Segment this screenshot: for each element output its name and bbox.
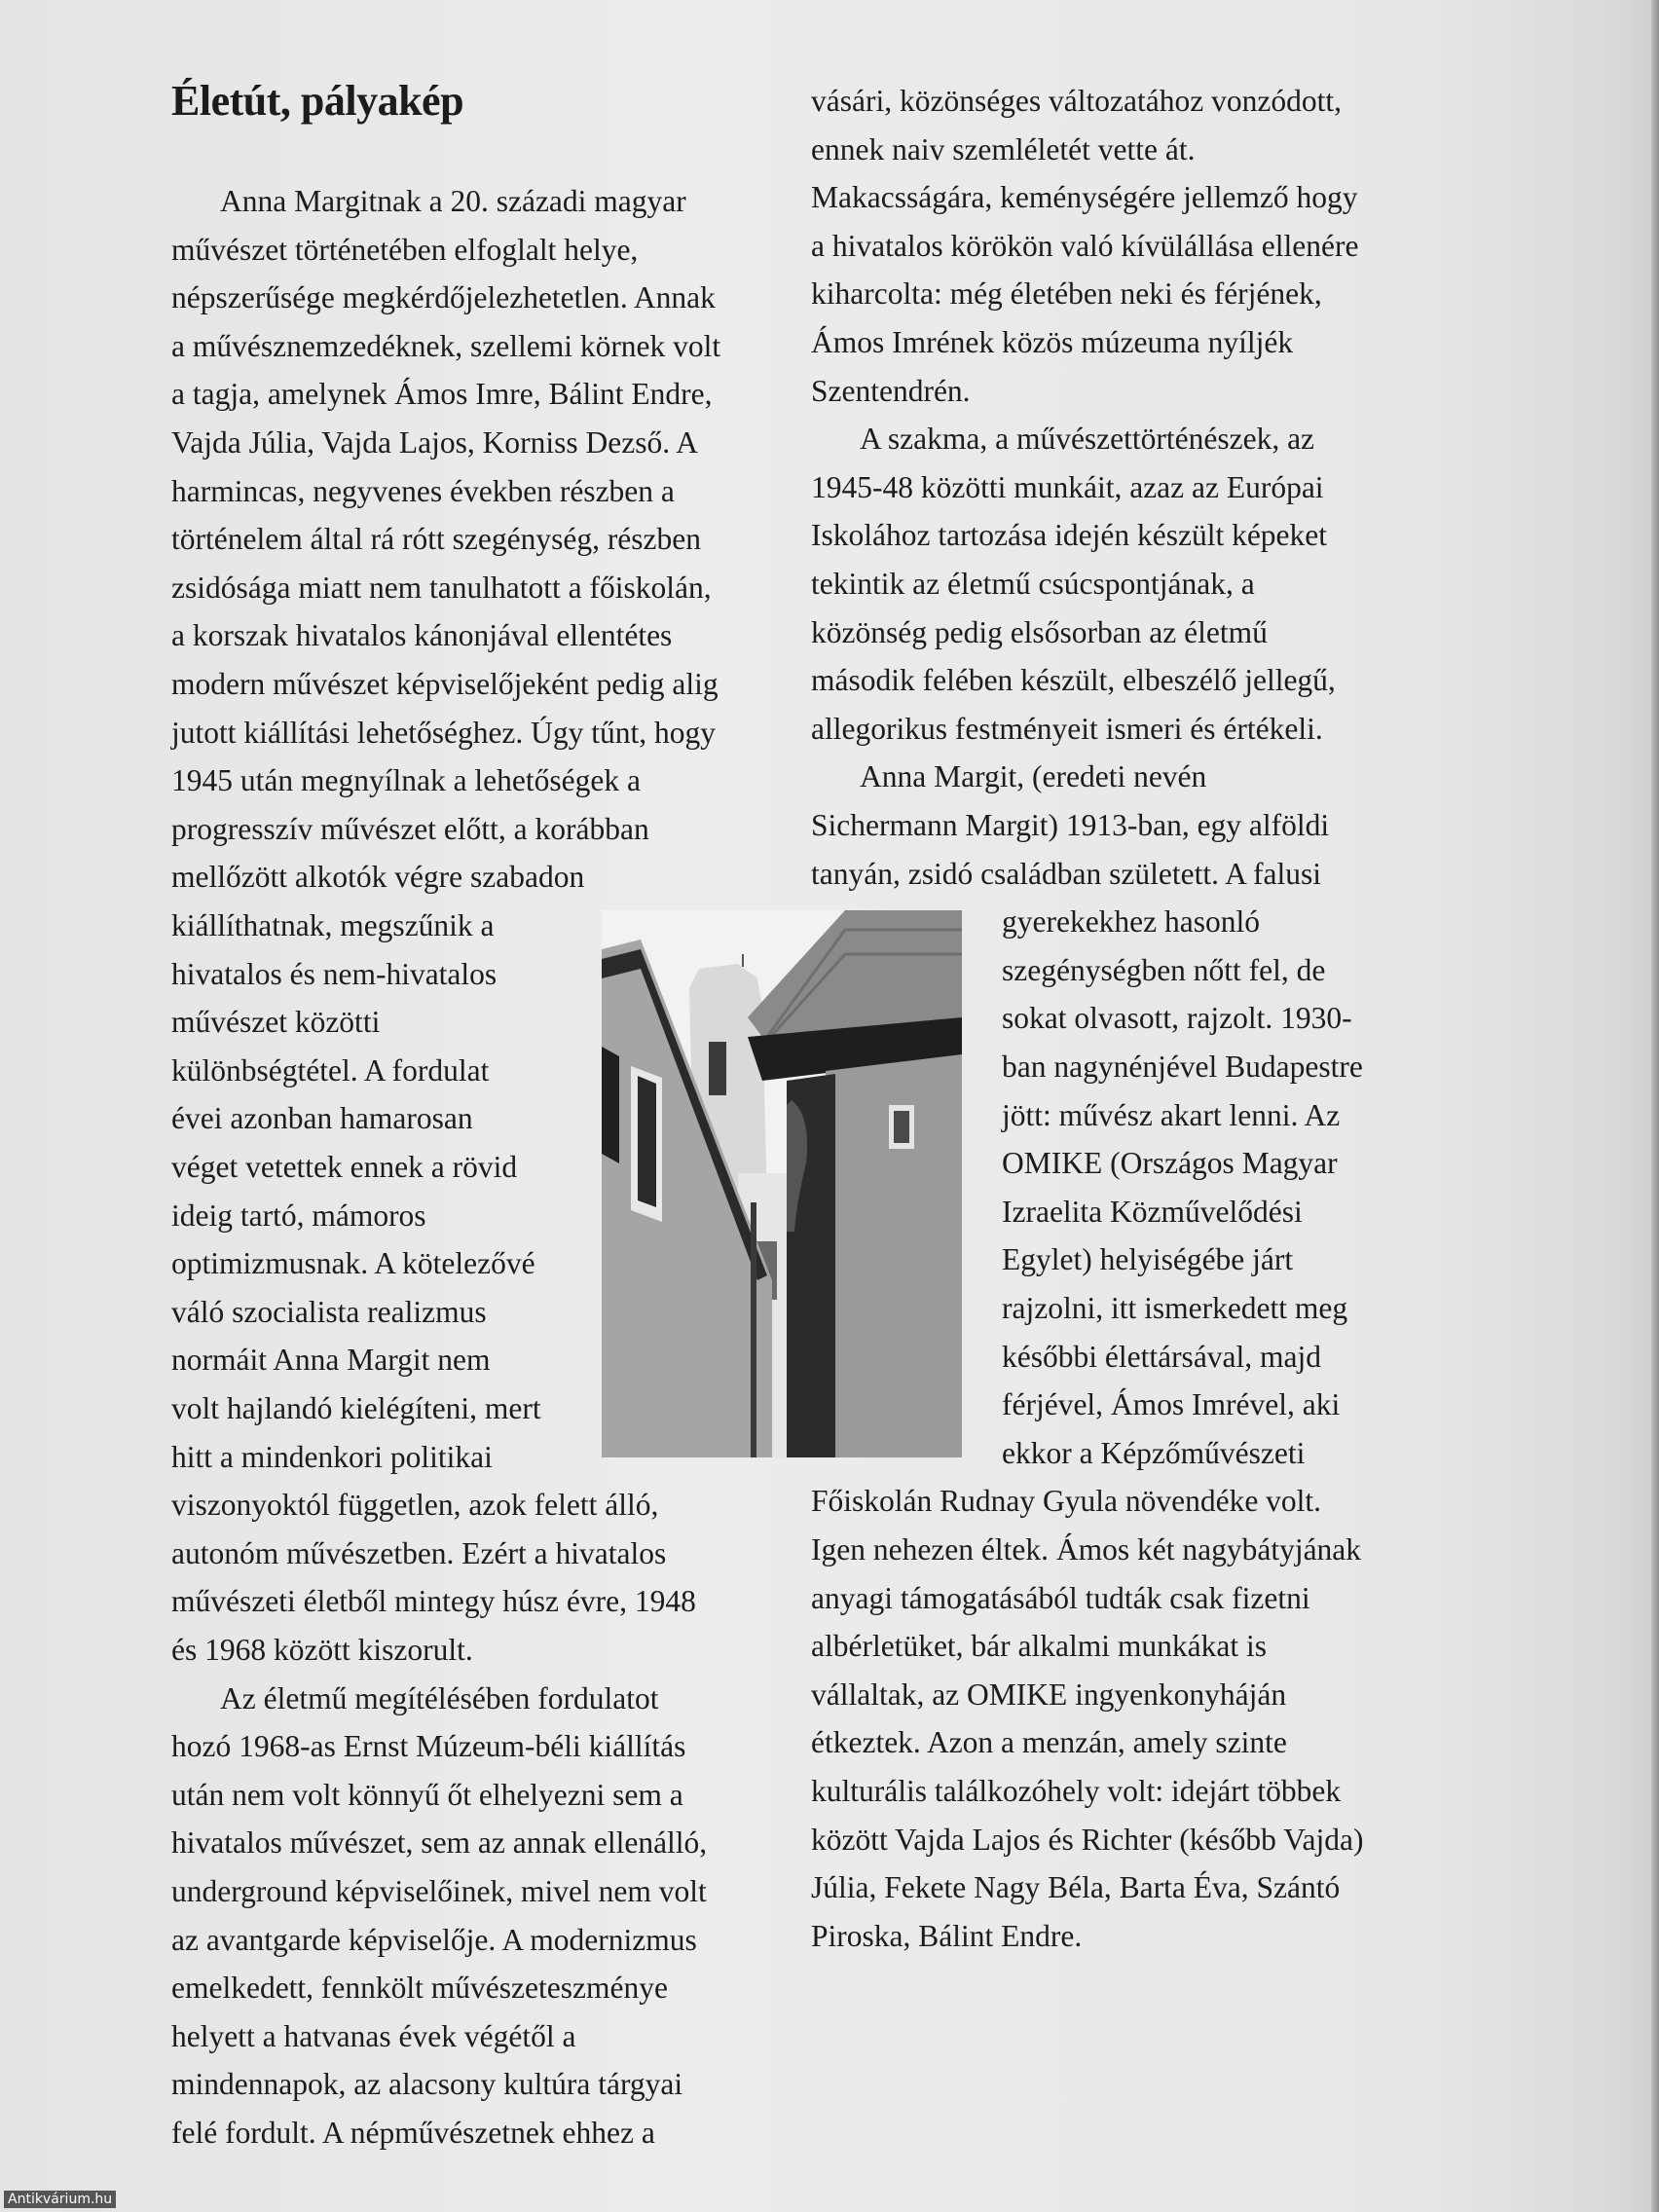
text-line: történelem által rá rótt szegénység, részben (171, 522, 702, 557)
page-title: Életút, pályakép (171, 77, 464, 125)
text-line: későbbi élettársával, majd (1002, 1339, 1322, 1374)
text-line: tanyán, zsidó családban született. A falusi (811, 856, 1321, 891)
text-line: progresszív művészet előtt, a korábban (171, 811, 649, 846)
text-line: a hivatalos körökön való kívülállása ellenére (811, 228, 1359, 263)
text-line: harmincas, negyvenes években részben a (171, 473, 675, 508)
text-line: szegénységben nőtt fel, de (1002, 952, 1326, 987)
text-line: jutott kiállítási lehetőséghez. Úgy tűnt, hogy (171, 715, 717, 750)
text-line: művészet közötti (171, 1005, 381, 1040)
text-line: albérletüket, bár alkalmi munkákat is (811, 1629, 1267, 1664)
text-line: Szentendrén. (811, 373, 971, 408)
text-line: népszerűsége megkérdőjelezhetetlen. Annak (171, 280, 716, 315)
text-line: hivatalos művészet, sem az annak ellenálló, (171, 1825, 708, 1861)
text-line: ban nagynénjével Budapestre (1002, 1050, 1363, 1084)
text-line: között Vajda Lajos és Richter (később Vajda) (811, 1822, 1364, 1857)
street-photo (602, 910, 962, 1457)
text-line: helyett a hatvanas évek végétől a (171, 2018, 576, 2053)
text-line: hozó 1968-as Ernst Múzeum-béli kiállítás (171, 1729, 686, 1764)
text-line: modern művészet képviselőjeként pedig alig (171, 667, 719, 701)
text-line: művészet történetében elfoglalt helye, (171, 232, 639, 267)
text-line: különbségtétel. A fordulat (171, 1052, 490, 1088)
text-line: étkeztek. Azon a menzán, amely szinte (811, 1725, 1287, 1760)
text-line: normáit Anna Margit nem (171, 1343, 491, 1378)
text-line: hitt a mindenkori politikai (171, 1439, 493, 1474)
text-line: ekkor a Képzőművészeti (1002, 1435, 1306, 1470)
text-line: autonóm művészetben. Ezért a hivatalos (171, 1535, 667, 1570)
text-line: OMIKE (Országos Magyar (1002, 1146, 1338, 1181)
text-line: jött: művész akart lenni. Az (1002, 1097, 1341, 1132)
text-line: A szakma, a művészettörténészek, az (860, 422, 1315, 457)
text-line: zsidósága miatt nem tanulhatott a főiskolán, (171, 570, 712, 605)
text-line: a művésznemzedéknek, szellemi körnek volt (171, 328, 721, 363)
text-line: allegorikus festményeit ismeri és értékeli. (811, 711, 1323, 746)
text-line: közönség pedig elsősorban az életmű (811, 614, 1268, 649)
text-line: 1945 után megnyílnak a lehetőségek a (171, 763, 641, 798)
text-line: vállaltak, az OMIKE ingyenkonyháján (811, 1677, 1287, 1712)
text-line: művészeti életből mintegy húsz évre, 1948 (171, 1584, 696, 1619)
text-line: kiharcolta: még életében neki és férjének, (811, 276, 1322, 312)
text-line: anyagi támogatásából tudták csak fizetni (811, 1580, 1310, 1615)
text-line: Vajda Júlia, Vajda Lajos, Korniss Dezső. A (171, 425, 698, 460)
text-line: 1945-48 közötti munkáit, azaz az Európai (811, 469, 1324, 504)
text-line: Ámos Imrének közös múzeuma nyíljék (811, 325, 1294, 359)
watermark: Antikvárium.hu (4, 2191, 116, 2208)
text-line: férjével, Ámos Imrével, aki (1002, 1387, 1341, 1422)
text-line: Iskolához tartozása idején készült képeket (811, 518, 1328, 553)
text-line: underground képviselőinek, mivel nem volt (171, 1874, 707, 1908)
text-line: Makacsságára, keménységére jellemző hogy (811, 180, 1358, 215)
text-line: véget vetettek ennek a rövid (171, 1150, 518, 1184)
text-line: kulturális találkozóhely volt: idejárt többek (811, 1774, 1342, 1808)
text-line: Piroska, Bálint Endre. (811, 1918, 1083, 1953)
street-photo-icon (602, 910, 962, 1457)
text-line: az avantgarde képviselője. A modernizmus (171, 1922, 697, 1957)
text-line: Izraelita Közművelődési (1002, 1194, 1303, 1229)
text-line: gyerekekhez hasonló (1002, 904, 1261, 940)
text-line: évei azonban hamarosan (171, 1101, 473, 1136)
text-line: mellőzött alkotók végre szabadon (171, 860, 585, 895)
text-line: tekintik az életmű csúcspontjának, a (811, 567, 1255, 601)
text-line: vásári, közönséges változatához vonzódott, (811, 84, 1342, 118)
text-line: sokat olvasott, rajzolt. 1930- (1002, 1001, 1352, 1036)
text-line: ideig tartó, mámoros (171, 1198, 426, 1233)
page-edge (1651, 0, 1659, 2212)
text-line: viszonyoktól független, azok felett álló, (171, 1488, 659, 1523)
text-line: Igen nehezen éltek. Ámos két nagybátyjának (811, 1532, 1362, 1567)
text-line: ennek naiv szemléletét vette át. (811, 131, 1196, 166)
text-line: a korszak hivatalos kánonjával ellentétes (171, 618, 673, 653)
text-line: után nem volt könnyű őt elhelyezni sem a (171, 1777, 683, 1812)
text-line: a tagja, amelynek Ámos Imre, Bálint Endre, (171, 377, 713, 412)
text-line: Az életmű megítélésében fordulatot (220, 1680, 659, 1715)
text-line: Júlia, Fekete Nagy Béla, Barta Éva, Szántó (811, 1870, 1341, 1905)
text-line: és 1968 között kiszorult. (171, 1633, 473, 1667)
text-line: rajzolni, itt ismerkedett meg (1002, 1291, 1348, 1325)
text-line: emelkedett, fennkölt művészeteszménye (171, 1971, 668, 2006)
text-line: mindennapok, az alacsony kultúra tárgyai (171, 2067, 683, 2102)
text-line: hivatalos és nem-hivatalos (171, 956, 498, 991)
text-line: második felében készült, elbeszélő jellegű, (811, 663, 1336, 698)
text-line: felé fordult. A népművészetnek ehhez a (171, 2116, 655, 2150)
text-line: Egylet) helyiségébe járt (1002, 1242, 1294, 1277)
text-line: optimizmusnak. A kötelezővé (171, 1246, 535, 1281)
text-line: Sichermann Margit) 1913-ban, egy alföldi (811, 808, 1330, 842)
text-line: kiállíthatnak, megszűnik a (171, 908, 495, 942)
text-line: váló szocialista realizmus (171, 1294, 487, 1329)
text-line: Anna Margitnak a 20. századi magyar (220, 184, 686, 218)
text-line: Főiskolán Rudnay Gyula növendéke volt. (811, 1484, 1322, 1519)
text-line: Anna Margit, (eredeti nevén (860, 759, 1207, 794)
text-line: volt hajlandó kielégíteni, mert (171, 1391, 541, 1425)
